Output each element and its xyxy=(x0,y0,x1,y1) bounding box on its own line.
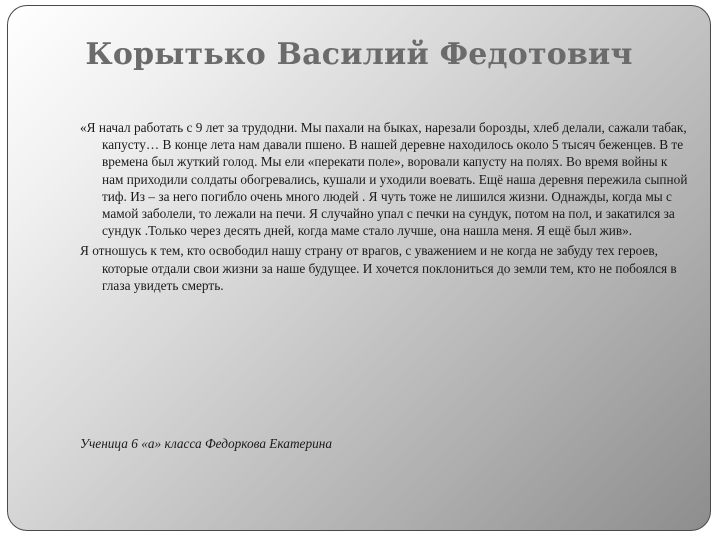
author-signature: Ученица 6 «а» класса Федоркова Екатерина xyxy=(80,436,332,451)
slide-panel xyxy=(7,5,711,531)
slide-title: Корытько Василий Федотович xyxy=(85,37,633,72)
body-paragraph-memoir: «Я начал работать с 9 лет за трудодни. Мы пахали на быках, нарезали борозды, хлеб делали, сажали табак, капусту… В конце лета нам давали пшено. В нашей деревне находилось около 5 тысяч беженцев. В те времена был жуткий голод. Мы ели «перекати поле», воровали капусту на полях. Во время войны к нам приходили солдаты обогревались, кушали и уходили воевать. Ещё наша деревня пережила сыпной тиф. Из – за него погибло очень много людей . Я чуть тоже не лишился жизни. Однажды, когда мы с мамой заболели, то лежали на печи. Я случайно упал с печки на сундук, потом на пол, и закатился за сундук .Только через десять дней, когда маме стало лучше, она нашла меня. Я ещё был жив». xyxy=(80,120,688,239)
body-paragraph-reflection: Я отношусь к тем, кто освободил нашу страну от врагов, с уважением и не когда не забуду тех героев, которые отдали свои жизни за наше будущее. И хочется поклониться до земли тем, кто не побоялся в глаза увидеть смерть. xyxy=(80,243,677,293)
slide-body xyxy=(80,119,690,297)
